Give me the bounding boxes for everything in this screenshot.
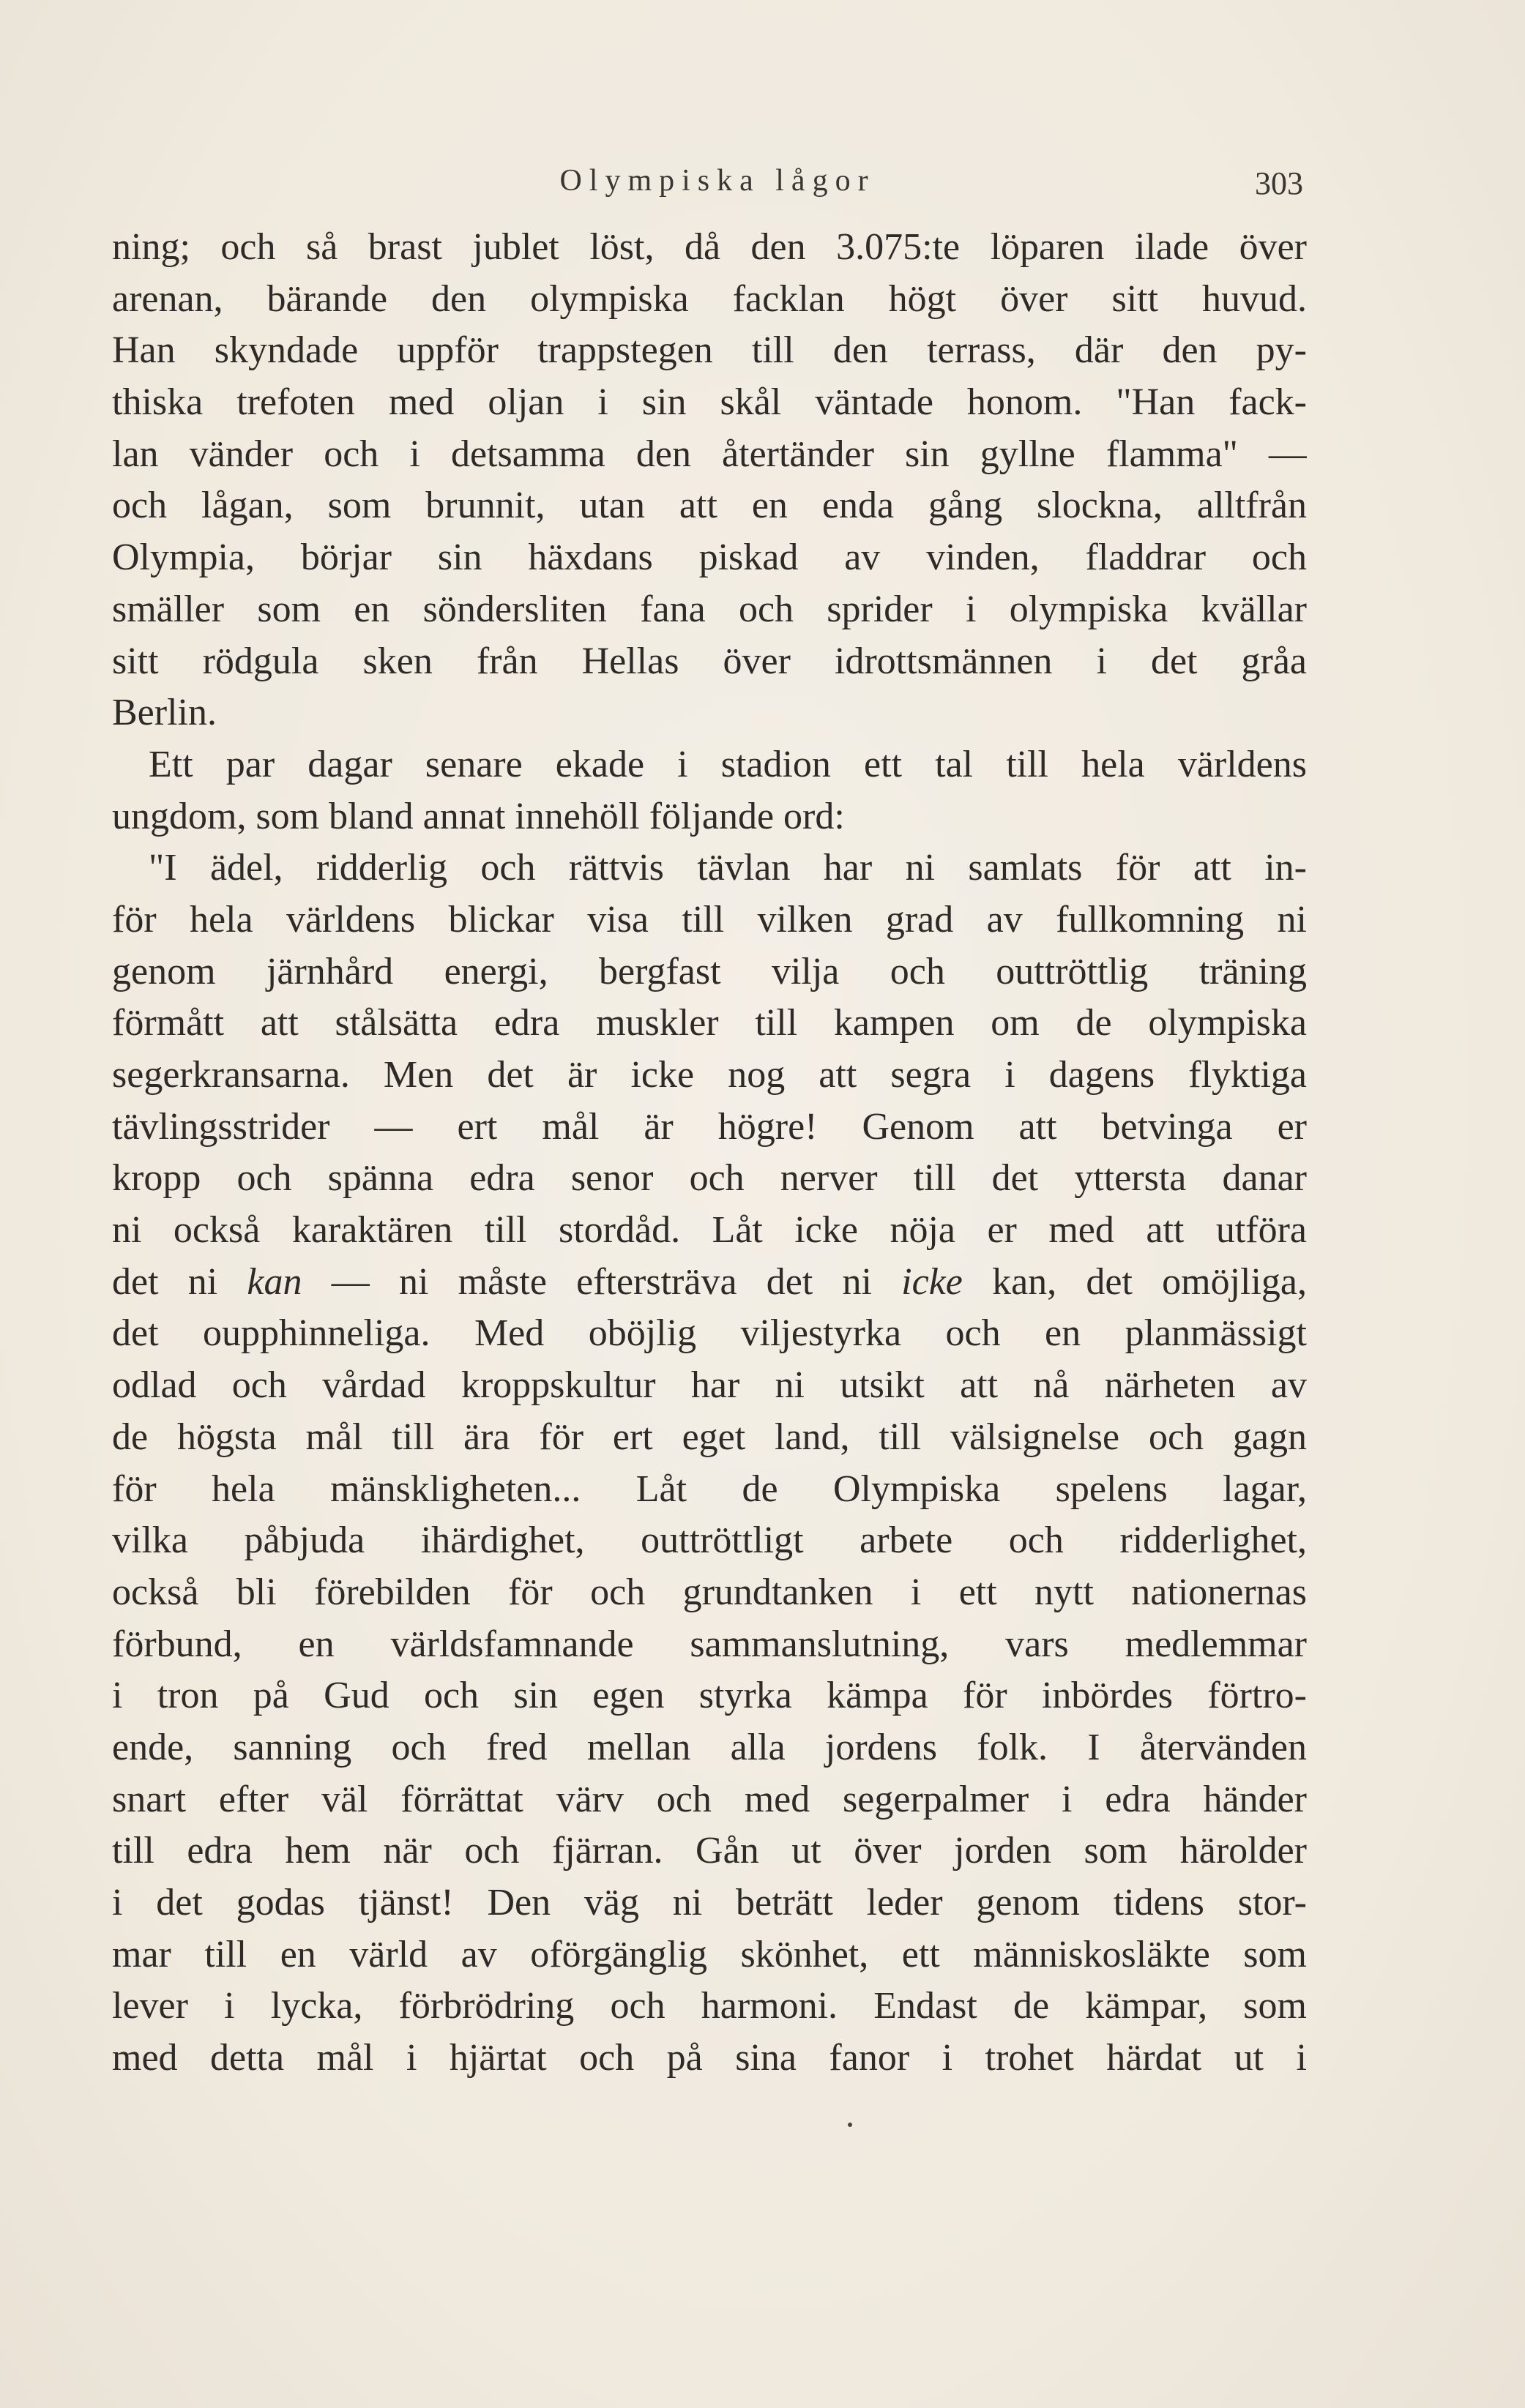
text-line: förmått att stålsätta edra muskler till kampen om de olympiska (112, 1002, 1307, 1044)
text-line: lever i lycka, förbrödring och harmoni. Endast de kämpar, som (112, 1985, 1307, 2027)
text-line: ni också karaktären till stordåd. Låt icke nöja er med att utföra (112, 1209, 1307, 1252)
text-line: mar till en värld av oförgänglig skönhet, ett människosläkte som (112, 1933, 1307, 1975)
text-line: de högsta mål till ära för ert eget land, till välsignelse och gagn (112, 1416, 1307, 1458)
text-run: — ni måste eftersträva det ni (302, 1260, 902, 1303)
text-line: "I ädel, ridderlig och rättvis tävlan har ni samlats för att in- (149, 847, 1307, 889)
text-line: Berlin. (112, 692, 217, 734)
text-line: snart efter väl förrättat värv och med segerpalmer i edra händer (112, 1778, 1307, 1820)
text-line: till edra hem när och fjärran. Gån ut över jorden som härolder (112, 1830, 1307, 1872)
body-text (112, 222, 1307, 2084)
text-line: thiska trefoten med oljan i sin skål väntade honom. "Han fack- (112, 381, 1307, 424)
text-line: med detta mål i hjärtat och på sina fanor i trohet härdat ut i (112, 2037, 1307, 2079)
text-run: det ni (112, 1260, 247, 1303)
text-line: lan vänder och i detsamma den återtänder sin gyllne flamma" — (112, 433, 1307, 475)
text-line: odlad och vårdad kroppskultur har ni utsikt att nå närheten av (112, 1364, 1307, 1407)
text-line: Olympia, börjar sin häxdans piskad av vinden, fladdrar och (112, 536, 1307, 579)
text-line: ning; och så brast jublet löst, då den 3.075:te löparen ilade över (112, 226, 1307, 268)
text-line: förbund, en världsfamnande sammanslutning, vars medlemmar (112, 1623, 1307, 1665)
text-line: sitt rödgula sken från Hellas över idrottsmännen i det gråa (112, 640, 1307, 682)
page-number: 303 (1255, 165, 1303, 201)
text-line: kropp och spänna edra senor och nerver till det yttersta danar (112, 1157, 1307, 1200)
text-line: Ett par dagar senare ekade i stadion ett tal till hela världens (149, 743, 1307, 785)
text-line: segerkransarna. Men det är icke nog att segra i dagens flyktiga (112, 1054, 1307, 1096)
running-title: Olympiska lågor (559, 164, 876, 198)
text-run: kan, det omöjliga, (962, 1260, 1307, 1303)
running-head (0, 155, 1525, 206)
text-line: och lågan, som brunnit, utan att en enda gång slockna, alltfrån (112, 485, 1307, 527)
text-line: tävlingsstrider — ert mål är högre! Genom att betvinga er (112, 1105, 1307, 1148)
text-line (112, 1257, 1307, 1309)
print-speck (848, 2123, 852, 2127)
text-line: för hela mänskligheten... Låt de Olympiska spelens lagar, (112, 1467, 1307, 1510)
text-line: för hela världens blickar visa till vilken grad av fullkomning ni (112, 898, 1307, 941)
text-line: i tron på Gud och sin egen styrka kämpa för inbördes förtro- (112, 1675, 1307, 1717)
text-line: det oupphinneliga. Med oböjlig viljestyrka och en planmässigt (112, 1312, 1307, 1355)
text-line: genom järnhård energi, bergfast vilja och outtröttlig träning (112, 950, 1307, 992)
text-line: ende, sanning och fred mellan alla jordens folk. I återvänden (112, 1726, 1307, 1768)
text-line: ungdom, som bland annat innehöll följande ord: (112, 795, 845, 837)
text-line: smäller som en söndersliten fana och sprider i olympiska kvällar (112, 588, 1307, 630)
text-line: också bli förebilden för och grundtanken i ett nytt nationernas (112, 1571, 1307, 1613)
text-line: Han skyndade uppför trappstegen till den terrass, där den py- (112, 329, 1307, 372)
text-line: i det godas tjänst! Den väg ni beträtt leder genom tidens stor- (112, 1882, 1307, 1923)
text-line: arenan, bärande den olympiska facklan högt över sitt huvud. (112, 277, 1307, 320)
italic-word: kan (247, 1260, 302, 1303)
italic-word: icke (901, 1260, 963, 1303)
text-line: vilka påbjuda ihärdighet, outtröttligt arbete och ridderlighet, (112, 1519, 1307, 1562)
